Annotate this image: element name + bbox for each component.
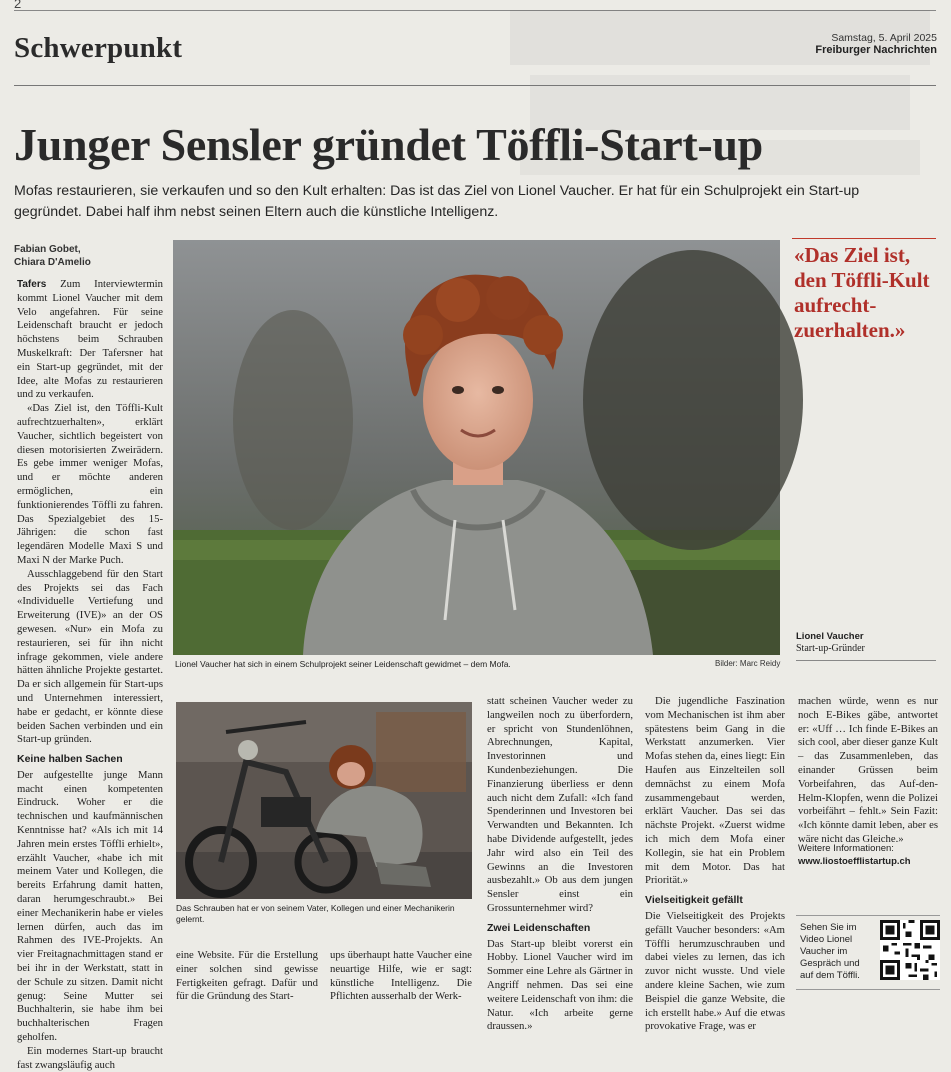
workshop-photo-caption: Das Schrauben hat er von seinem Vater, Kollegen und einer Mechanikerin gelernt. (176, 903, 455, 924)
section-rule (14, 85, 936, 86)
text-column-5 (798, 695, 938, 847)
qr-code-graphic (880, 920, 940, 980)
article-headline: Junger Sensler gründet Töffli-Start-up (14, 119, 763, 170)
text-column-3 (487, 695, 633, 1034)
website-link[interactable]: www.liostoefflistartup.ch (798, 856, 911, 867)
dateline: Tafers (17, 279, 47, 290)
paragraph: Die Vielseitigkeit des Projekts gefällt Vaucher besonders: «Am Töffli herumzuschrauben und dabei vieles zu lernen, das ich zuvor nicht wusste. Und viele andere kleine Sachen, wie zum Beispiel die ganze Website, die ich erstellt habe.» Auf die etwas provokative Frage, was er (645, 909, 785, 1033)
newspaper-name: Freiburger Nachrichten (815, 44, 937, 56)
pull-quote: «Das Ziel ist, den Töffli-Kult aufrecht-zuerhalten.» (794, 243, 930, 342)
text-column-4 (645, 695, 785, 1034)
issue-date: Samstag, 5. April 2025 (831, 32, 937, 44)
paragraph: statt scheinen Vaucher weder zu langweilen noch zu überfordern, er spricht von Stundenlöhnen, Abrechnungen, Kapital, Investorinnen und Kundenbeziehungen. Die Finanzierung überliess er denn auch nicht dem Zufall: «Ich fand Spenderinnen und Investoren bei Verwandten und Bekannten. Ich habe Dividende aufgestellt, jedes Jahr wird also ein Teil des Gewinns an die Investoren ausbezahlt.» Ob aus dem jungen Sensler einst ein Grossunternehmer wird? (487, 695, 633, 914)
article-lead: Mofas restaurieren, sie verkaufen und so den Kult erhalten: Das ist das Ziel von Lionel Vaucher. Er hat für ein Schulprojekt ein Start-up gegründet. Dabei half ihm nebst seinen Eltern auch die künstliche Intelligenz. (14, 183, 860, 220)
quote-author-role: Start-up-Gründer (796, 643, 865, 654)
paragraph-text: Zum Interviewtermin kommt Lionel Vaucher mit dem Velo angefahren. Für seine Leidenschaft braucht er jedoch höchstens beim Schrauben Muskelkraft: Der Tafersner hat ein Start-up gegründet, mit der Idee, alte Mofas zu restaurieren und zu verkaufen. (17, 278, 163, 401)
text-column-1 (17, 278, 163, 1072)
paragraph: ups überhaupt hatte Vaucher eine neuartige Hilfe, wie er sagt: künstliche Intelligenz. Die Pflichten ausserhalb der Werk- (330, 949, 472, 1003)
author-name: Fabian Gobet, (14, 244, 81, 255)
paragraph (17, 278, 163, 402)
workshop-photo (176, 702, 472, 899)
text-column-2 (176, 949, 472, 1004)
byline (14, 243, 91, 269)
subheading: Vielseitigkeit gefällt (645, 894, 743, 907)
paragraph: machen würde, wenn es nur noch E-Bikes gäbe, antwortet er: «Uff … Ich finde E-Bikes an sich cool, aber dieser ganze Kult – das Zusammenleben, das einander Grüssen beim Vorbeifahren, das Auf-den-Helm-Klopfen, wenn die Polizei vorbeifährt – fehlt.» Sein Fazit: «Ich könnte damit leben, aber es wäre nicht das Gleiche.» (798, 695, 938, 845)
subheading: Zwei Leidenschaften (487, 921, 591, 934)
paragraph: Ein modernes Start-up braucht fast zwangsläufig auch (17, 1044, 163, 1071)
photo-credit: Bilder: Marc Reidy (715, 659, 781, 668)
paragraph: Der aufgestellte junge Mann macht einen kompetenten Eindruck. Woher er die technischen und kaufmännischen Kenntnisse hat? «Als ich mit 14 Jahren mein erstes Töffli erhielt», erzählt Vaucher, «habe ich mit meinem Vater und Kollegen, die bereits Erfahrung damit hatten, daran herumgeschraubt.» Bei einer Mechanikerin habe er vieles lernen dürfen, auch das im Rahmen des IVE-Projekts. An vier Freitagnachmittagen stand er bei ihr in der Werkstatt, statt in der Schule zu sitzen. Damit nicht genug: Seine Mutter sei Buchhalterin, sie habe ihm bei buchhalterischen Fragen geholfen. (17, 768, 163, 1044)
workshop-illustration (176, 702, 472, 899)
main-photo-caption: Lionel Vaucher hat sich in einem Schulprojekt seiner Leidenschaft gewidmet – dem Mofa. (175, 659, 511, 669)
quote-author: Lionel Vaucher (796, 631, 864, 642)
subheading: Keine halben Sachen (17, 753, 123, 766)
paragraph: Das Start-up bleibt vorerst ein Hobby. Lionel Vaucher wird im Sommer eine Lehre als Gärtner in Angriff nehmen. Das sei eine weitere Leidenschaft von ihm: die Natur. «Ich arbeite gerne draussen.» (487, 937, 634, 1033)
section-title: Schwerpunkt (14, 32, 183, 64)
sidebar-rule (796, 660, 936, 661)
info-label: Weitere Informationen: (798, 843, 894, 854)
page-number: 2 (14, 0, 22, 11)
portrait-illustration (173, 240, 780, 655)
quote-rule (792, 238, 936, 239)
author-name: Chiara D'Amelio (14, 257, 91, 268)
video-hint: Sehen Sie im Video Lionel Vaucher im Gespräch und auf dem Töffli. (800, 922, 860, 981)
paragraph: Ausschlaggebend für den Start des Projekts sei das Fach «Individuelle Vertiefung und Erweiterung (IVE)» an der OS gewesen. «Nur» ein Mofa zu restaurieren, sei für ihn nicht infrage gekommen, viele andere hätten ähnliche Projekte gestartet. Da er sich allgemein für Start-ups und Unternehmen interessiert, habe er gedacht, er könnte diese beiden Sachen verbinden und ein Start-up gründen. (17, 567, 163, 746)
qr-code-icon[interactable] (880, 920, 940, 980)
main-photo (173, 240, 780, 655)
paragraph: eine Website. Für die Erstellung einer solchen sind gewisse Fertigkeiten gefragt. Dafür und für die Gründung des Start- (176, 949, 318, 1003)
paragraph: «Das Ziel ist, den Töffli-Kult aufrechtzuerhalten», erklärt Vaucher, sichtlich begeistert von diesen motorisierten Zweirädern. Es gebe immer weniger Mofas, und er möchte anderen ermöglichen, ein funktionierendes Töffli zu fahren. Das Spezialgebiet des 15-Jährigen: die schon fast legendären Modelle Maxi S und Maxi N der Marke Puch. (17, 402, 163, 566)
paragraph: Die jugendliche Faszination vom Mechanischen ist ihm aber spätestens beim Gang in die Werkstatt anzumerken. Vier Mofas stehen da, eines liegt: Ein Haufen aus Einzelteilen soll demnächst zu einem Mofa zusammengebaut werden, erklärt Vaucher. Das sei das nächste Projekt. «Zuerst widme ich mich dem Mofa einer Kollegin, sie hat ein Problem mit dem Motor. Das hat Priorität.» (645, 695, 785, 887)
